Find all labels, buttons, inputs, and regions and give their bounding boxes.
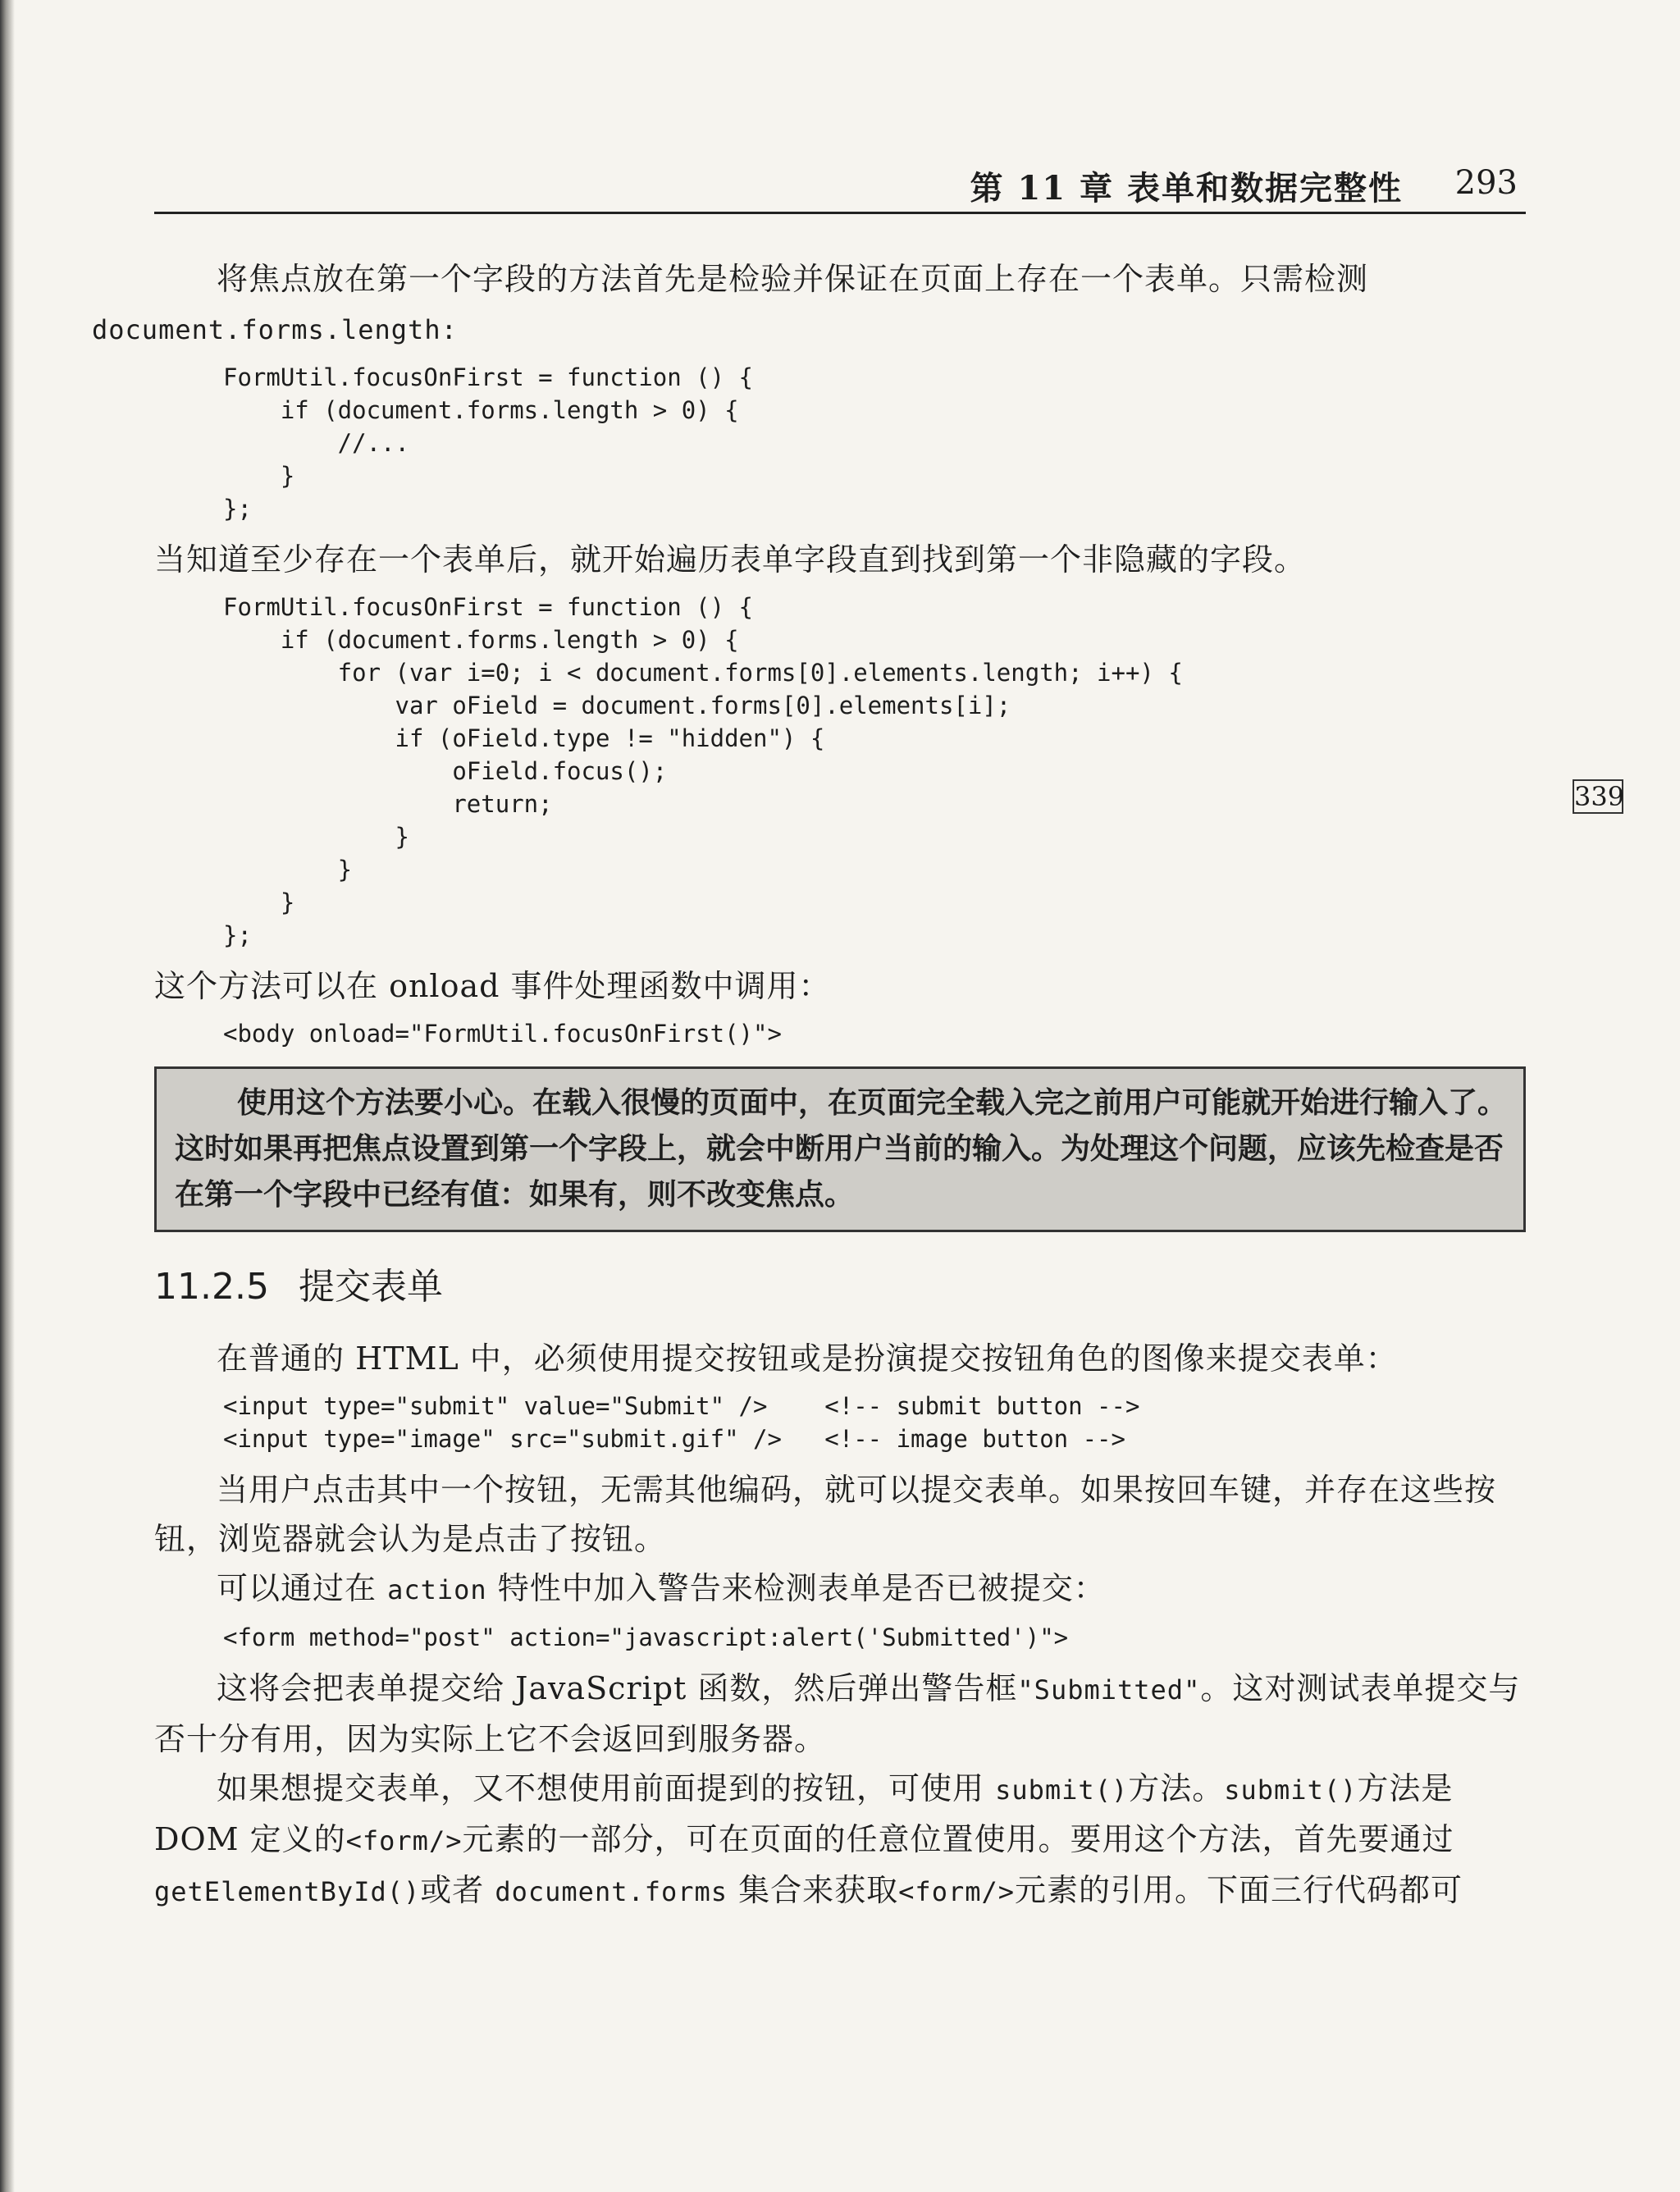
caution-note-box bbox=[154, 1066, 1526, 1232]
paragraph-submit-method: 如果想提交表单，又不想使用前面提到的按钮，可使用 submit()方法。submit()方法是 DOM 定义的<form/>元素的一部分，可在页面的任意位置使用。要用这个方法，首先要通过getElementById()或者 document.forms 集合来获取<form/>元素的引用。下面三行代码都可 bbox=[154, 1770, 1463, 1908]
code-block-focus-stub: FormUtil.focusOnFirst = function () { if (document.forms.length > 0) { //... } }; bbox=[223, 363, 754, 523]
code-block-focus-full: FormUtil.focusOnFirst = function () { if (document.forms.length > 0) { for (var i=0; i < document.forms[0].elements.length; i++) { var oField = document.forms[0].elements[i]; if (oField.type != "hidden") { oField.focus(); return; } } } }; bbox=[223, 593, 1183, 949]
section-title: 提交表单 bbox=[298, 1266, 443, 1308]
paragraph-iterate-fields: 当知道至少存在一个表单后，就开始遍历表单字段直到找到第一个非隐藏的字段。 bbox=[154, 541, 1307, 578]
caution-note-text: 使用这个方法要小心。在载入很慢的页面中，在页面完全载入完之前用户可能就开始进行输入了。这时如果再把焦点设置到第一个字段上，就会中断用户当前的输入。为处理这个问题，应该先检查是否在第一个字段中已经有值：如果有，则不改变焦点。 bbox=[175, 1086, 1508, 1212]
paragraph-onload: 这个方法可以在 onload 事件处理函数中调用： bbox=[154, 968, 831, 1004]
code-block-input-buttons: <input type="submit" value="Submit" /> <!-- submit button --> <input type="image" src="submit.gif" /> <!-- image button --> bbox=[223, 1392, 1140, 1453]
margin-page-reference: 339 bbox=[1574, 781, 1625, 812]
page-header bbox=[154, 162, 1526, 214]
page-binding-shadow bbox=[0, 0, 15, 2192]
paragraph-action-alert: 可以通过在 action 特性中加入警告来检测表单是否已被提交： bbox=[217, 1570, 1106, 1606]
paragraph-html-submit: 在普通的 HTML 中，必须使用提交按钮或是扮演提交按钮角色的图像来提交表单： bbox=[217, 1340, 1398, 1377]
paragraph-javascript-submit: 这将会把表单提交给 JavaScript 函数，然后弹出警告框"Submitted"。这对测试表单提交与否十分有用，因为实际上它不会返回到服务器。 bbox=[154, 1670, 1521, 1757]
section-heading bbox=[154, 1257, 1526, 1309]
chapter-title: 第 11 章 表单和数据完整性 bbox=[970, 169, 1403, 208]
code-block-body-onload: <body onload="FormUtil.focusOnFirst()"> bbox=[223, 1020, 782, 1048]
page-number: 293 bbox=[1454, 164, 1518, 202]
paragraph-enter-key: 当用户点击其中一个按钮，无需其他编码，就可以提交表单。如果按回车键，并存在这些按钮，浏览器就会认为是点击了按钮。 bbox=[154, 1472, 1497, 1557]
page-body bbox=[92, 254, 1526, 1916]
section-number: 11.2.5 bbox=[154, 1266, 269, 1308]
paragraph-focus-intro: 将焦点放在第一个字段的方法首先是检验并保证在页面上存在一个表单。只需检测 document.forms.length: bbox=[92, 261, 1369, 345]
code-block-form-action: <form method="post" action="javascript:alert('Submitted')"> bbox=[223, 1623, 1069, 1651]
